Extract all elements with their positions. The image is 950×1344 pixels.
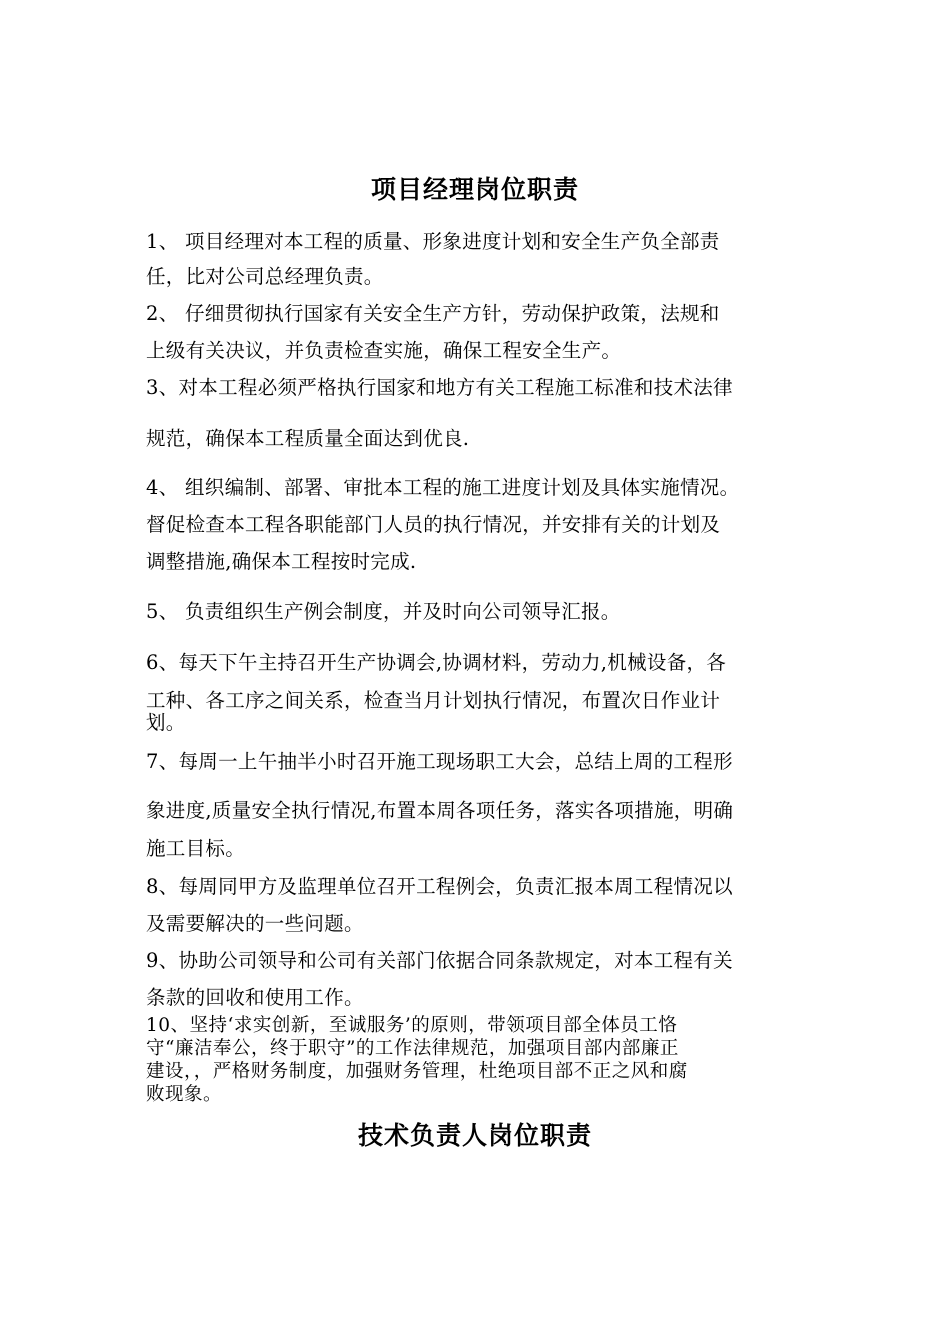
duty-line: 3、对本工程必须严格执行国家和地方有关工程施工标准和技术法律 (146, 376, 733, 399)
duty-line: 条款的回收和使用工作。 (146, 986, 364, 1009)
duty-line: 守“廉洁奉公，终于职守”的工作法律规范，加强项目部内部廉正 (146, 1038, 679, 1059)
duty-line: 规范，确保本工程质量全面达到优良. (146, 427, 470, 450)
duty-line: 8、每周同甲方及监理单位召开工程例会，负责汇报本周工程情况以 (146, 875, 733, 898)
duty-line: 及需要解决的一些问题。 (146, 912, 364, 935)
duty-line: 4、 组织编制、部署、审批本工程的施工进度计划及具体实施情况。 (146, 476, 740, 499)
page-title: 项目经理岗位职责 (370, 175, 579, 204)
duty-line: 工种、各工序之间关系，检查当月计划执行情况，布置次日作业计 (146, 689, 721, 712)
duty-line: 施工目标。 (146, 837, 246, 860)
duty-line: 任，比对公司总经理负责。 (146, 265, 384, 288)
duty-line: 9、协助公司领导和公司有关部门依据合同条款规定，对本工程有关 (146, 949, 733, 972)
duty-line: 调整措施,确保本工程按时完成. (146, 550, 417, 573)
duty-line: 1、 项目经理对本工程的质量、形象进度计划和安全生产负全部责 (146, 230, 720, 253)
duty-line: 败现象。 (146, 1084, 223, 1105)
duty-line: 上级有关决议，并负责检查实施，确保工程安全生产。 (146, 339, 622, 362)
duty-line: 督促检查本工程各职能部门人员的执行情况，并安排有关的计划及 (146, 513, 721, 536)
duty-line: 建设，，严格财务制度，加强财务管理，杜绝项目部不正之风和腐 (146, 1061, 688, 1082)
duty-line: 划。 (146, 711, 186, 734)
duty-line: 5、 负责组织生产例会制度，并及时向公司领导汇报。 (146, 600, 621, 623)
duty-line: 7、每周一上午抽半小时召开施工现场职工大会，总结上周的工程形 (146, 750, 733, 773)
duty-line: 2、 仔细贯彻执行国家有关安全生产方针，劳动保护政策，法规和 (146, 302, 720, 325)
duty-line: 象进度,质量安全执行情况,布置本周各项任务，落实各项措施，明确 (146, 799, 734, 822)
section-title: 技术负责人岗位职责 (357, 1121, 592, 1150)
duty-line: 10、坚持‘求实创新，至诚服务’的原则，带领项目部全体员工恪 (146, 1015, 678, 1036)
duty-line: 6、每天下午主持召开生产协调会,协调材料，劳动力,机械设备，各 (146, 651, 727, 674)
